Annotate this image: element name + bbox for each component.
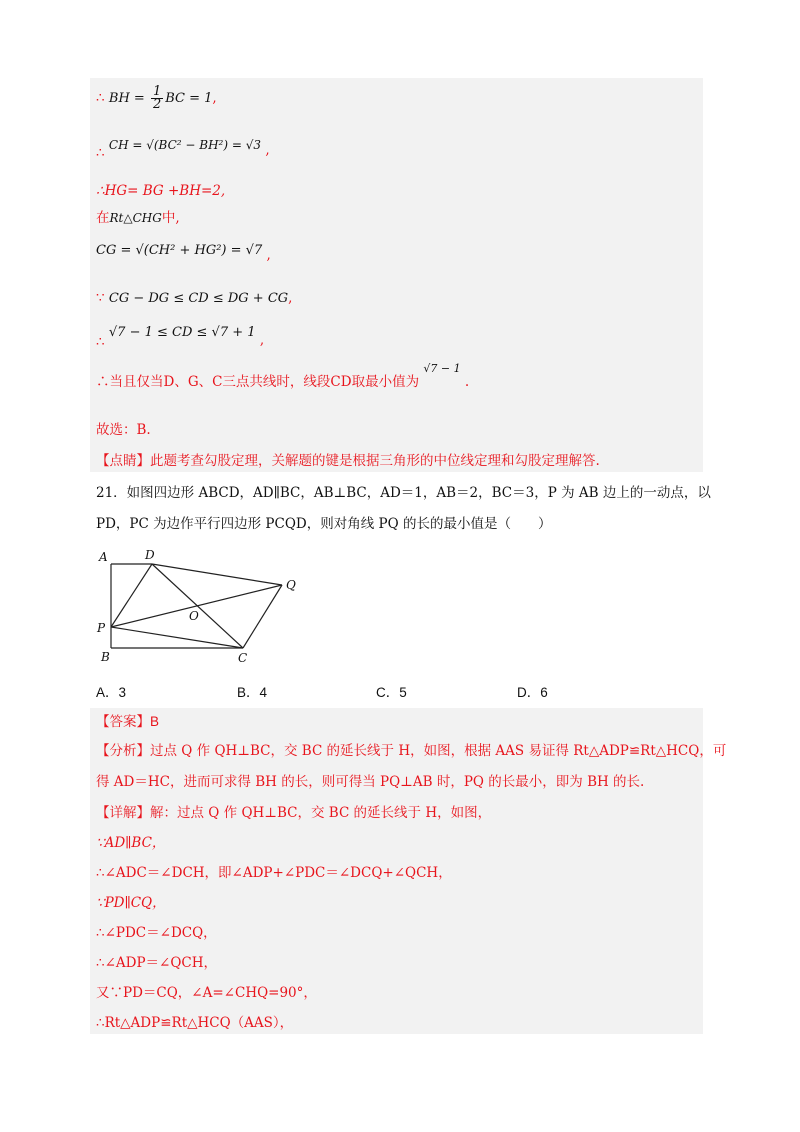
label-C: C [238, 651, 248, 665]
sol-line-6: ∵ CG − DG ≤ CD ≤ DG + CG, [96, 290, 293, 306]
sol-line-3: ∴HG= BG +BH=2, [96, 183, 226, 199]
label-B: B [101, 650, 110, 664]
geometry-figure [95, 545, 305, 665]
segment-PD [111, 564, 152, 627]
sol-line-9: 故选：B. [96, 422, 151, 438]
label-O: O [189, 609, 199, 623]
label-A: A [99, 550, 108, 564]
detail-line-7: 又∵PD＝CQ，∠A=∠CHQ=90°， [96, 985, 317, 1001]
detail-line-6: ∴∠ADP＝∠QCH， [96, 955, 218, 971]
segment-QC [243, 585, 282, 648]
option-d: D．6 [517, 685, 548, 700]
option-b: B．4 [237, 685, 268, 700]
question-21-line-2: PD，PC 为边作平行四边形 PCQD，则对角线 PQ 的长的最小值是（ ） [96, 516, 552, 532]
detail-line-8: ∴Rt△ADP≌Rt△HCQ（AAS）， [96, 1015, 294, 1031]
sol-line-1: ∴ BH = $\frac{1}{2}$ BC = 1, [96, 84, 217, 112]
option-c: C．5 [376, 685, 407, 700]
detail-line-5: ∴∠PDC＝∠DCQ， [96, 925, 217, 941]
sol-line-7: ∴ √7 − 1 ≤ CD ≤ √7 + 1 , [96, 325, 265, 350]
sol-line-5: CG = √(CH² + HG²) = √7 , [96, 243, 271, 263]
sol-line-4: 在Rt△CHG中, [96, 210, 180, 226]
label-Q: Q [286, 578, 296, 592]
fraction-half: $\frac{1}{2}$ [152, 84, 162, 112]
analysis-line-2: 得 AD＝HC，进而可求得 BH 的长，则可得当 PQ⊥AB 时，PQ 的长最小，即为 BH 的长. [96, 774, 645, 790]
detail-line-1: 【详解】解：过点 Q 作 QH⊥BC，交 BC 的延长线于 H，如图， [96, 805, 492, 821]
detail-line-3: ∴∠ADC＝∠DCH，即∠ADP+∠PDC＝∠DCQ+∠QCH， [96, 865, 452, 881]
detail-line-4: ∵PD∥CQ， [96, 895, 166, 911]
label-P: P [97, 621, 106, 635]
label-D: D [145, 548, 155, 562]
answer-line: 【答案】B [96, 714, 160, 730]
analysis-line-1: 【分析】过点 Q 作 QH⊥BC，交 BC 的延长线于 H，如图，根据 AAS 易证得 Rt△ADP≌Rt△HCQ，可 [96, 743, 727, 759]
sol-line-2: ∴ CH = √(BC² − BH²) = √3 , [96, 138, 270, 161]
detail-line-2: ∵AD∥BC， [96, 835, 166, 851]
option-a: A．3 [96, 685, 127, 700]
sol-line-8: ∴当且仅当D、G、C三点共线时，线段CD取最小值为 $^{√7 - 1}$ . [96, 362, 470, 390]
question-21-line-1: 21．如图四边形 ABCD，AD∥BC，AB⊥BC，AD＝1，AB＝2，BC＝3，P 为 AB 边上的一动点，以 [96, 485, 711, 501]
sol-line-10: 【点睛】此题考查勾股定理，关解题的键是根据三角形的中位线定理和勾股定理解答. [96, 453, 600, 469]
